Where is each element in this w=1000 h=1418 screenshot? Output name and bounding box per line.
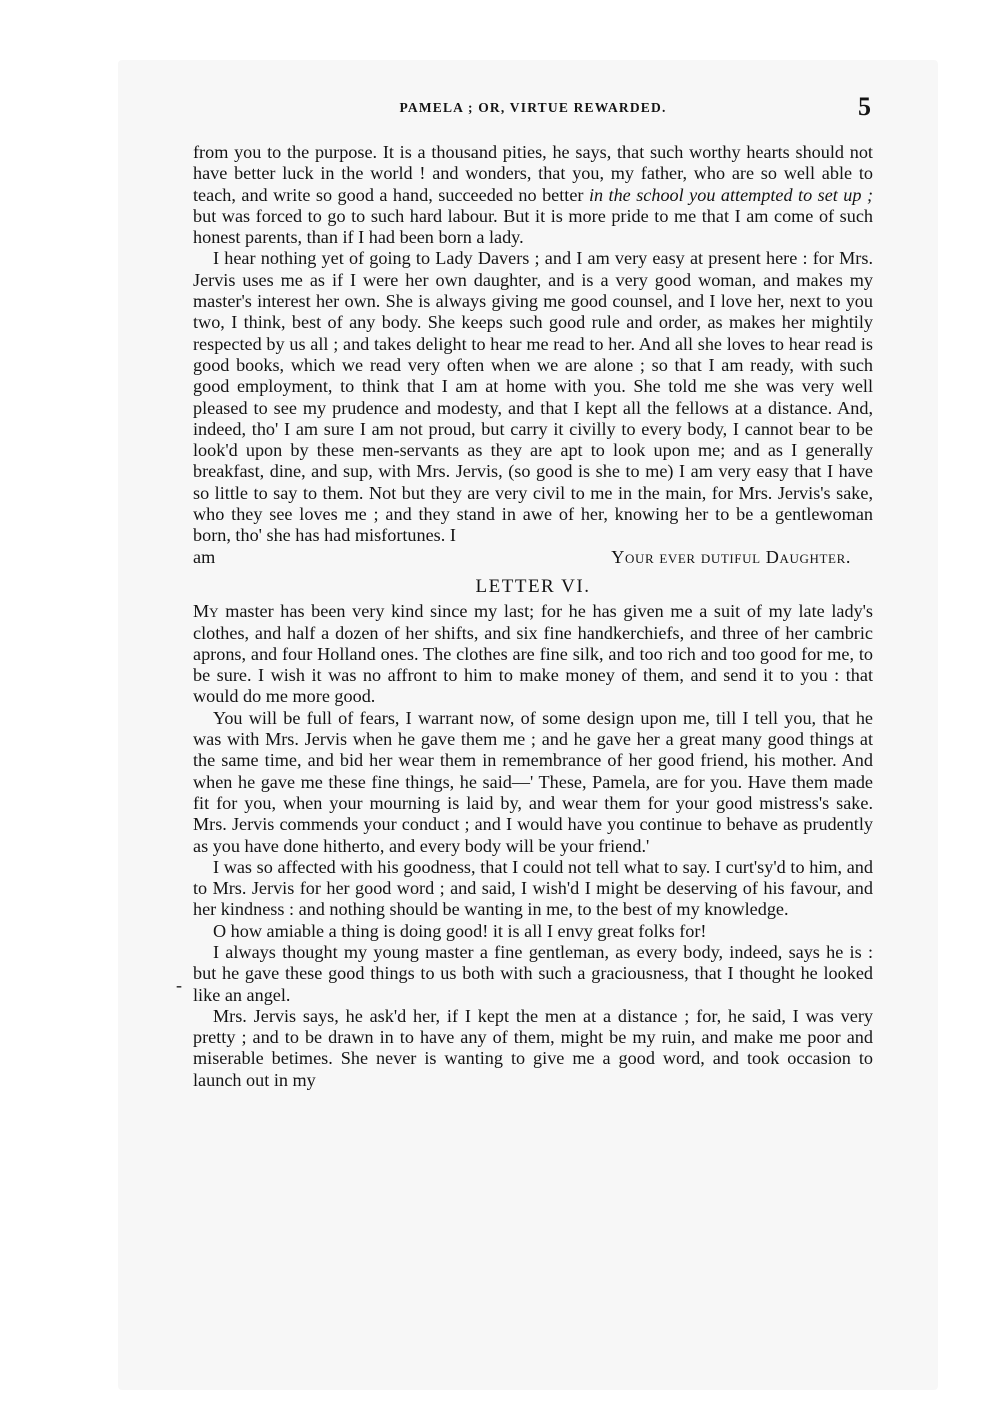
signoff-word: am [193,546,216,567]
italic-phrase: in the school you attempted to set up ; [588,184,874,205]
paragraph-7: I always thought my young master a fine gentleman, as every body, indeed, says he is : but he gave these good things to us both with such a graciousness, that I thought he looked like an angel. [193,941,873,1005]
paragraph-6: O how amiable a thing is doing good! it is all I envy great folks for! [213,920,707,941]
letter-heading: LETTER VI. [475,575,591,597]
opening-word: My [193,601,219,622]
running-title: PAMELA ; OR, VIRTUE REWARDED. [399,100,667,115]
paragraph-1-end: but was forced to go to such hard labour. But it is more pride to me that I am come of such honest parents, than if I had been born a lady. [193,205,873,248]
paragraph-8: Mrs. Jervis says, he ask'd her, if I kept the men at a distance ; for, he said, I was very pretty ; and to be drawn in to have any of them, might be my ruin, and make me poor and miserable betimes. She never is wanting to give me a good word, and took occasion to launch out in my [193,1005,873,1090]
text-block [193,142,873,1091]
letter-signoff [193,547,873,568]
paragraph-3-text: master has been very kind since my last; for he has given me a suit of my late lady's clothes, and half a dozen of her shifts, and six fine handkerchiefs, and three of her cambric aprons, and four Holland ones. The clothes are fine silk, and too rich and too good for me, to be sure. I wish it was no affront to him to make money of them, and send it to you : that would do me more good. [193,601,874,707]
paragraph-1-text: from you to the purpose. It is a thousand pities, he says, that such worthy hearts should not have better luck in the world ! and wonders, that you, my father, who are so well able to teach, and write so good a hand, succeeded no better [193,142,873,205]
paragraph-1 [193,142,873,248]
margin-mark: - [176,975,182,995]
paragraph-5: I was so affected with his goodness, that I could not tell what to say. I curt'sy'd to him, and to Mrs. Jervis for her good word ; and said, I wish'd I might be deserving of his favour, and her kindness : and nothing should be wanting in me, to the best of my knowledge. [193,856,873,920]
paragraph-4: You will be full of fears, I warrant now, of some design upon me, till I tell you, that he was with Mrs. Jervis when he gave them me ; and he gave her a great many good things at the same time, and bid her wear them in remembrance of her good friend, his mother. And when he gave me these fine things, he said—' These, Pamela, are for you. Have them made fit for you, when your mourning is laid by, and wear them for your good mistress's sake. Mrs. Jervis commends your conduct ; and I would have you continue to behave as prudently as you have done hitherto, and every body will be your friend.' [193,707,873,856]
paragraph-3 [193,601,873,707]
running-head [193,92,873,124]
page-number: 5 [858,92,871,121]
paragraph-2: I hear nothing yet of going to Lady Davers ; and I am very easy at present here : for Mrs. Jervis uses me as if I were her own daughter, and is a very good woman, and makes my master's interest her own. She is always giving me good counsel, and I love her, next to you two, I think, best of any body. She keeps such good rule and order, as makes her mightily respected by us all ; and takes delight to hear me read to her. And all she loves to hear read is good books, which we read very often when we are alone ; so that I am ready, with such good employment, to think that I am at home with you. She told me she was very well pleased to see my prudence and modesty, and that I kept all the fellows at a distance. And, indeed, tho' I am sure I am not proud, but carry it civilly to every body, I cannot bear to be look'd upon by these men-servants as they are apt to look upon me; and as I generally breakfast, dine, and sup, with Mrs. Jervis, (so good is she to me) I am very easy that I have so little to say to them. Not but they are very civil to me in the main, for Mrs. Jervis's sake, who they see loves me ; and they stand in awe of her, knowing her to be a gentlewoman born, tho' she has had misfortunes. I [193,248,873,546]
signature: Your ever dutiful Daughter. [611,546,851,567]
